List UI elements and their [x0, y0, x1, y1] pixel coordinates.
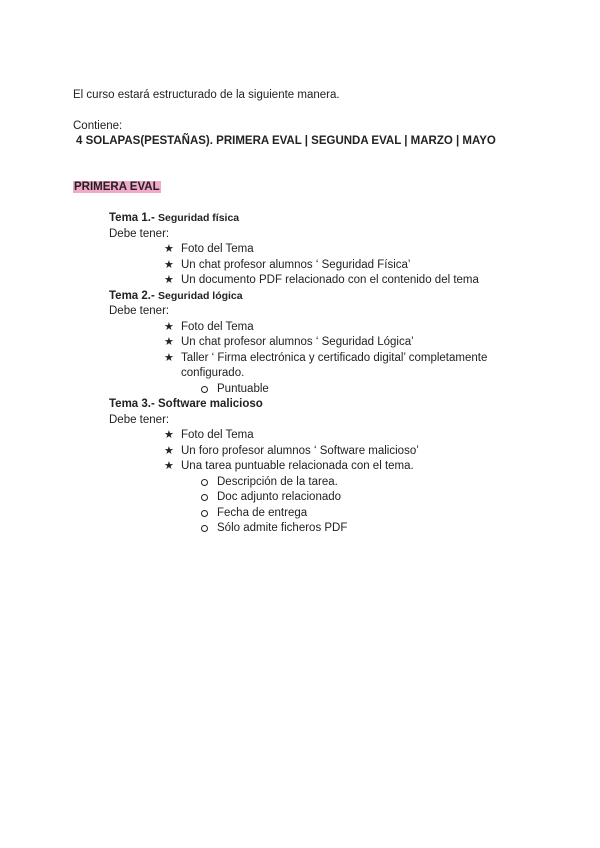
star-icon: ★ [164, 460, 174, 472]
topic-2-subitem-1: Puntuable [217, 383, 269, 395]
star-icon: ★ [164, 445, 174, 457]
topic-1-item-1: Foto del Tema [181, 243, 254, 255]
star-icon: ★ [164, 259, 174, 271]
star-icon: ★ [164, 321, 174, 333]
topic-2-item-3-cont: configurado. [181, 367, 245, 379]
section-title-text: PRIMERA EVAL [74, 181, 160, 193]
intro-text: El curso estará estructurado de la siguiente manera. [73, 89, 340, 101]
topic-1-item-3: Un documento PDF relacionado con el contenido del tema [181, 274, 479, 286]
topic-2-must-have: Debe tener: [109, 305, 170, 317]
star-icon: ★ [164, 336, 174, 348]
topic-2-item-2: Un chat profesor alumnos ‘ Seguridad Lógica’ [181, 336, 414, 348]
topic-2-title: Tema 2.- [109, 290, 155, 302]
topic-3-subitem-2: Doc adjunto relacionado [217, 491, 342, 503]
tabs-summary: 4 SOLAPAS(PESTAÑAS). PRIMERA EVAL | SEGUNDA EVAL | MARZO | MAYO [76, 135, 496, 147]
topic-1-must-have: Debe tener: [109, 228, 170, 240]
contains-label: Contiene: [73, 120, 123, 132]
star-icon: ★ [164, 352, 174, 364]
topic-3-item-3: Una tarea puntuable relacionada con el tema. [181, 460, 414, 472]
topic-2-item-1: Foto del Tema [181, 321, 254, 333]
circle-icon [201, 510, 208, 517]
circle-icon [201, 525, 208, 532]
topic-1-item-2: Un chat profesor alumnos ‘ Seguridad Física’ [181, 259, 411, 271]
topic-3-subitem-4: Sólo admite ficheros PDF [217, 522, 348, 534]
star-icon: ★ [164, 274, 174, 286]
topic-2-heading [109, 289, 243, 304]
circle-icon [201, 386, 208, 393]
section-title [73, 180, 161, 195]
topic-3-title: Tema 3.- [109, 398, 155, 410]
topic-3-item-1: Foto del Tema [181, 429, 254, 441]
topic-3-item-2: Un foro profesor alumnos ‘ Software malicioso’ [181, 445, 419, 457]
topic-1-heading [109, 211, 239, 226]
topic-1-title: Tema 1.- [109, 212, 155, 224]
topic-2-item-3: Taller ‘ Firma electrónica y certificado digital’ completamente [181, 352, 488, 364]
circle-icon [201, 494, 208, 501]
topic-3-must-have: Debe tener: [109, 414, 170, 426]
topic-2-subtitle: Seguridad lógica [158, 290, 243, 302]
topic-1-subtitle: Seguridad física [158, 212, 240, 224]
circle-icon [201, 479, 208, 486]
topic-3-subtitle: Software malicioso [158, 398, 263, 410]
star-icon: ★ [164, 243, 174, 255]
topic-3-subitem-1: Descripción de la tarea. [217, 476, 338, 488]
topic-3-heading [109, 397, 263, 412]
star-icon: ★ [164, 429, 174, 441]
topic-3-subitem-3: Fecha de entrega [217, 507, 308, 519]
